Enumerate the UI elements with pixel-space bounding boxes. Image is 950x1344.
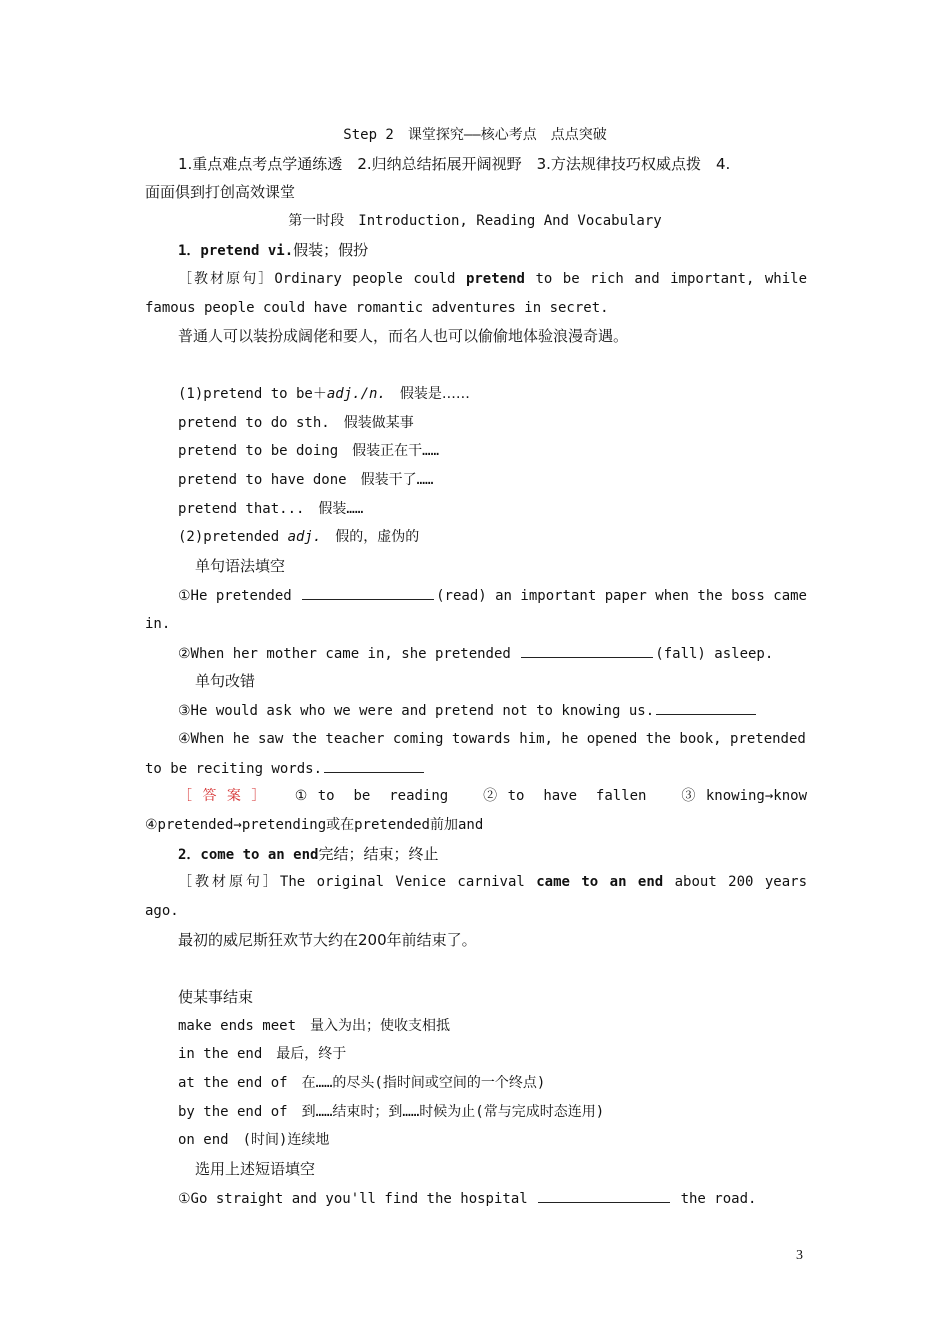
item2-phrase-4: at the end of 在……的尽头(指时间或空间的一个终点)	[178, 1075, 546, 1091]
item2-phrase-3: in the end 最后，终于	[178, 1046, 347, 1062]
item1-question-1-line-2: in.	[145, 616, 171, 632]
item1-answer-line-1: ［答案］ ①to be reading ②to have fallen ③knowing→know	[178, 788, 807, 804]
answer-blank[interactable]	[656, 700, 756, 715]
item1-usage-3: pretend to be doing 假装正在干……	[178, 443, 440, 459]
item2-source-line-2: ago.	[145, 903, 179, 919]
item2-heading	[178, 844, 807, 865]
answer-blank[interactable]	[521, 643, 653, 658]
item1-source-line-1	[178, 269, 807, 289]
item1-question-3: ③He would ask who we were and pretend not to knowing us.	[178, 700, 807, 721]
item1-usage-5: pretend that... 假装……	[178, 501, 364, 517]
item1-question-4-line-2: to be reciting words.	[145, 758, 807, 779]
item1-usage-2: pretend to do sth. 假装做某事	[178, 415, 414, 431]
item2-phrase-2: make ends meet 量入为出；使收支相抵	[178, 1018, 451, 1034]
answer-blank[interactable]	[538, 1188, 670, 1203]
item2-source-label: ［教材原句］	[178, 874, 280, 890]
item1-heading	[178, 240, 807, 261]
item2-phrase-6: on end (时间)连续地	[178, 1132, 330, 1148]
item2-exercise-label: 选用上述短语填空	[195, 1160, 316, 1178]
item1-source-pre: Ordinary people could	[274, 271, 466, 287]
item1-usage-6: (2)pretended adj. 假的，虚伪的	[178, 529, 420, 545]
item1-exercise-label-2: 单句改错	[195, 672, 256, 690]
item2-phrase-1: 使某事结束	[178, 988, 254, 1006]
item2-question-1: ①Go straight and you'll find the hospital the road.	[178, 1188, 807, 1209]
section-title: 第一时段 Introduction, Reading And Vocabulary	[288, 213, 662, 229]
item2-source-key: came to an end	[536, 874, 664, 890]
item1-answer-line-2: ④pretended→pretending或在pretended前加and	[145, 817, 484, 833]
item1-translation: 普通人可以装扮成阔佬和要人，而名人也可以偷偷地体验浪漫奇遇。	[178, 327, 629, 345]
features-line-2: 面面俱到打创高效课堂	[145, 183, 296, 201]
answer-blank[interactable]	[302, 585, 434, 600]
item1-exercise-label-1: 单句语法填空	[195, 557, 286, 575]
step-title: Step 2 课堂探究——核心考点 点点突破	[343, 127, 607, 143]
item2-heading-zh: 完结；结束；终止	[318, 845, 439, 863]
item1-question-4: ④When he saw the teacher coming towards him, he opened the book, pretended	[178, 731, 806, 747]
item1-question-1: ①He pretended (read) an important paper when the boss came	[178, 585, 807, 606]
item1-usage-4: pretend to have done 假装干了……	[178, 472, 434, 488]
item1-source-label: ［教材原句］	[178, 271, 275, 287]
item1-source-key: pretend	[465, 271, 525, 287]
item1-source-post: to be rich and important, while	[524, 271, 808, 287]
item2-source-line-1: ［教材原句］The original Venice carnival came to an end about 200 years	[178, 874, 808, 890]
item2-phrase-5: by the end of 到……结束时；到……时候为止(常与完成时态连用)	[178, 1104, 605, 1120]
item1-usage-1: (1)pretend to be＋adj./n. 假装是……	[178, 386, 470, 402]
item1-heading-zh: 假装；假扮	[293, 241, 369, 259]
answer-blank[interactable]	[324, 758, 424, 773]
features-line-1: 1.重点难点考点学通练透 2.归纳总结拓展开阔视野 3.方法规律技巧权威点拨 4.	[178, 155, 731, 173]
answer-label: ［答案］	[178, 788, 276, 804]
item2-heading-en: 2．come to an end	[178, 847, 319, 863]
item2-translation: 最初的威尼斯狂欢节大约在200年前结束了。	[178, 931, 477, 949]
item1-question-2: ②When her mother came in, she pretended (fall) asleep.	[178, 643, 807, 664]
item1-source-line-2: famous people could have romantic adventures in secret.	[145, 300, 609, 316]
page-number: 3	[796, 1248, 803, 1263]
item1-heading-en: 1．pretend vi.	[178, 243, 294, 259]
